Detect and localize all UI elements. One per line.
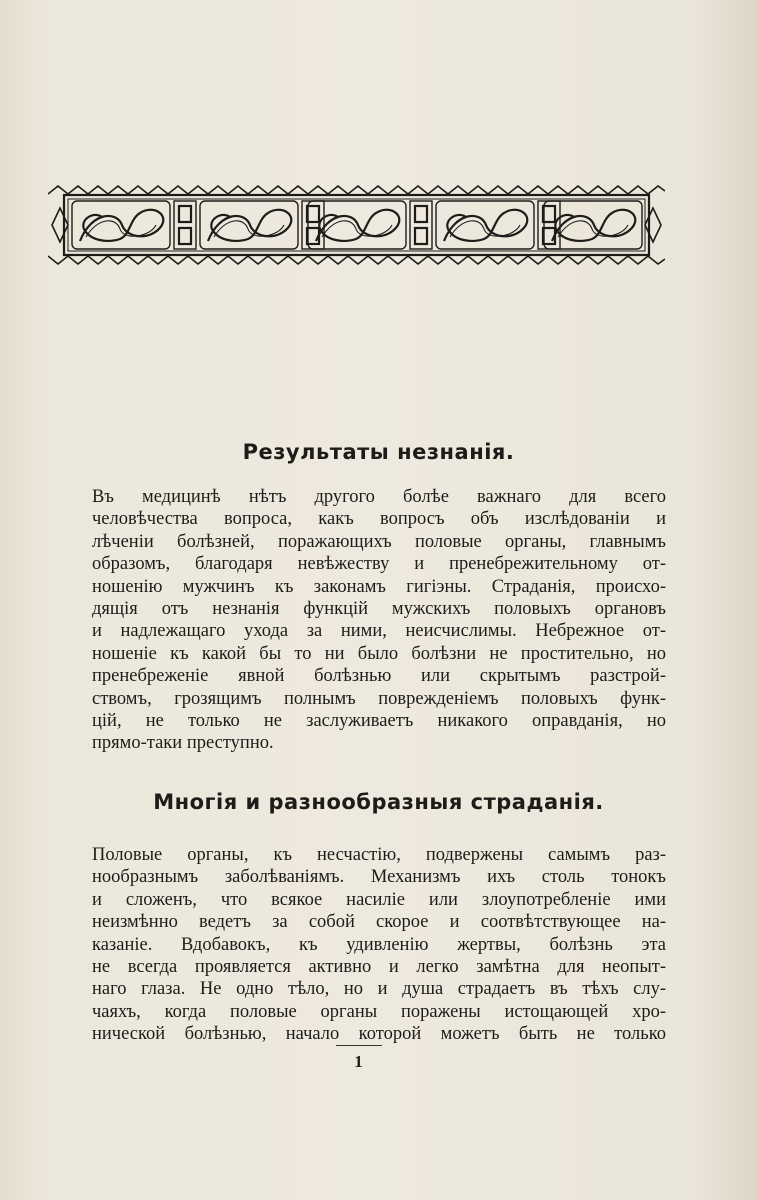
page-number-rule <box>336 1045 382 1046</box>
text-line: не всегда проявляется активно и легко замѣтна для неопыт- <box>92 957 666 978</box>
text-line: пренебреженіе явной болѣзнью или скрытымъ разстрой- <box>92 666 666 687</box>
text-line: чаяхъ, когда половые органы поражены истощающей хро- <box>92 1001 666 1022</box>
text-line: наго глаза. Не одно тѣло, но и душа страдаетъ въ тѣхъ слу- <box>92 979 666 1000</box>
text-line: дящія отъ незнанія функцій мужскихъ половыхъ органовъ <box>92 599 666 620</box>
text-line: лѣченіи болѣзней, поражающихъ половые органы, главнымъ <box>92 531 666 552</box>
section-heading-sufferings: Многія и разнообразныя страданія. <box>153 790 604 814</box>
text-line: и надлежащаго ухода за ними, неисчислимы. Небрежное от- <box>92 621 666 642</box>
text-line: образомъ, благодаря невѣжеству и пренебрежительному от- <box>92 554 666 575</box>
text-line: ношеніе къ какой бы то ни было болѣзни не простительно, но <box>92 643 666 664</box>
text-line: нической болѣзнью, начало которой можетъ быть не только <box>92 1024 666 1045</box>
text-line: прямо-таки преступно. <box>92 733 274 754</box>
text-line: ношенію мужчинъ къ законамъ гигіэны. Страданія, происхо- <box>92 576 666 597</box>
paragraph-results <box>92 486 666 755</box>
text-line: Въ медицинѣ нѣтъ другого болѣе важнаго для всего <box>92 487 666 507</box>
section-heading-results: Результаты незнанія. <box>242 440 515 464</box>
text-line: Половые органы, къ несчастію, подвержены самымъ раз- <box>92 845 666 865</box>
text-line: и сложенъ, что всякое насиліе или злоупотребленіе ими <box>92 889 666 910</box>
text-line: ствомъ, грозящимъ полнымъ поврежденіемъ половыхъ функ- <box>92 688 666 709</box>
text-line: казаніе. Вдобавокъ, къ удивленію жертвы, болѣзнь эта <box>92 934 666 955</box>
text-line: цій, не только не заслуживаетъ никакого оправданія, но <box>92 711 666 732</box>
paragraph-sufferings <box>92 844 666 1046</box>
text-line: неизмѣнно ведетъ за собой скорое и соотвѣтствующее на- <box>92 912 666 933</box>
text-line: нообразнымъ заболѣваніямъ. Механизмъ ихъ столь тонокъ <box>92 867 666 888</box>
text-line: человѣчества вопроса, какъ вопросъ объ изслѣдованіи и <box>92 509 666 530</box>
decorative-ornament-band <box>48 180 665 270</box>
page-number: 1 <box>354 1052 363 1071</box>
